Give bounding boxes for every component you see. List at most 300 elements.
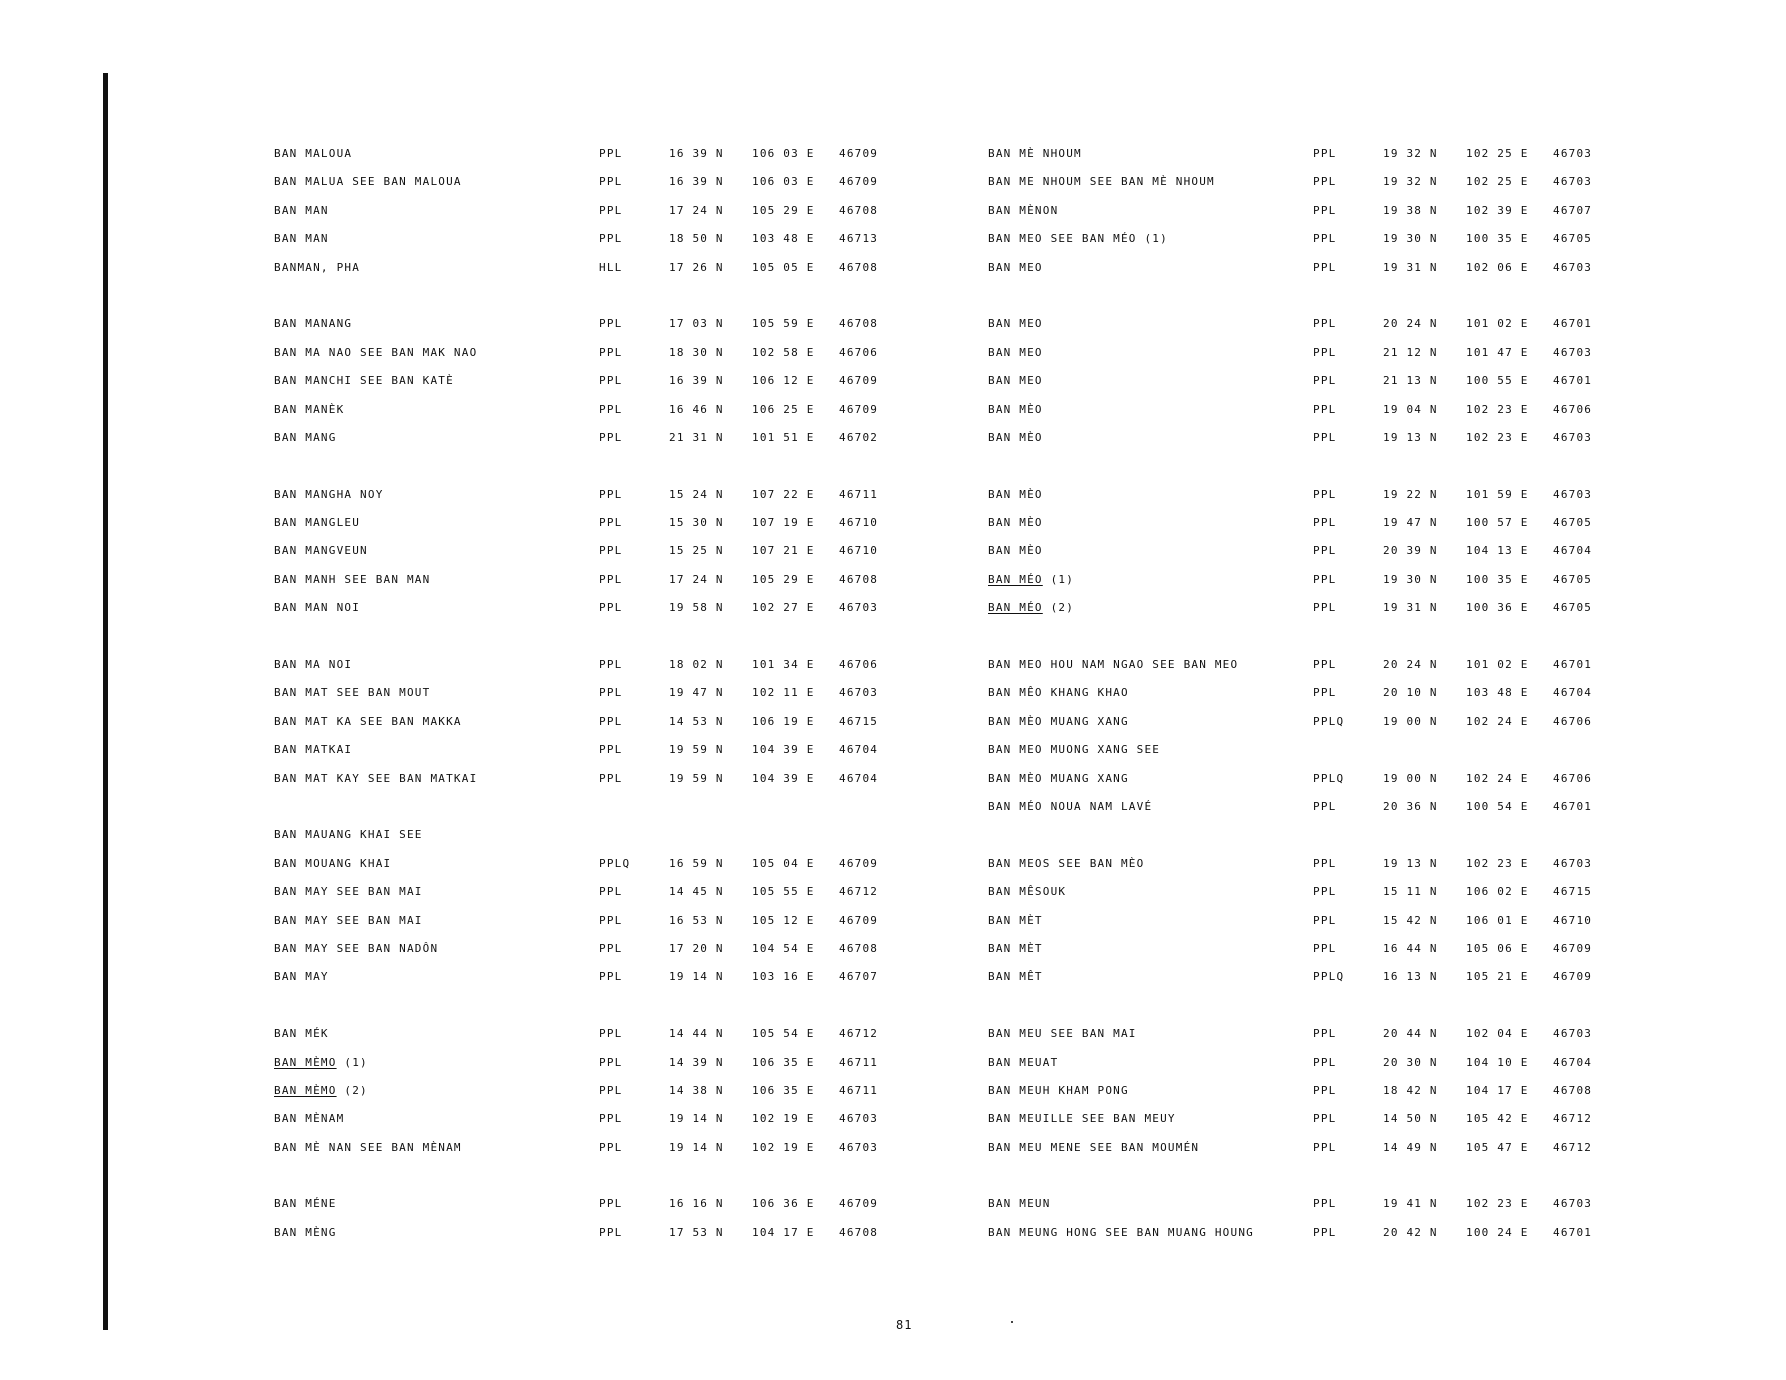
longitude: 100 36 E [1466, 601, 1529, 615]
longitude: 102 24 E [1466, 714, 1529, 728]
map-code: 46703 [1553, 175, 1593, 189]
feature-type: PPL [1313, 1027, 1337, 1041]
place-name: BAN MÈO MUANG XANG [988, 714, 1129, 728]
map-code: 46703 [1553, 430, 1593, 444]
map-code: 46701 [1553, 658, 1593, 672]
feature-type: PPL [599, 1083, 623, 1097]
place-name: BANMAN, PHA [274, 260, 361, 274]
feature-type: PPL [1313, 686, 1337, 700]
place-name: BAN MAY SEE BAN NADÔN [274, 941, 439, 955]
map-code: 46708 [839, 572, 879, 586]
place-name: BAN MAY [274, 970, 329, 984]
map-code: 46704 [839, 743, 879, 757]
feature-type: PPL [599, 516, 623, 530]
feature-type: PPL [599, 601, 623, 615]
map-code: 46705 [1553, 516, 1593, 530]
map-code: 46709 [839, 374, 879, 388]
feature-type: PPL [599, 232, 623, 246]
place-name: BAN MEUILLE SEE BAN MEUY [988, 1112, 1176, 1126]
place-name-suffix: (1) [1042, 572, 1075, 586]
map-code: 46709 [839, 856, 879, 870]
latitude: 17 03 N [669, 317, 724, 331]
longitude: 102 23 E [1466, 1197, 1529, 1211]
longitude: 104 17 E [1466, 1083, 1529, 1097]
map-code: 46710 [1553, 913, 1593, 927]
longitude: 103 48 E [1466, 686, 1529, 700]
map-code: 46701 [1553, 1225, 1593, 1239]
feature-type: PPL [599, 175, 623, 189]
map-code: 46708 [839, 203, 879, 217]
feature-type: PPL [599, 544, 623, 558]
latitude: 21 12 N [1383, 345, 1438, 359]
latitude: 16 46 N [669, 402, 724, 416]
longitude: 105 21 E [1466, 970, 1529, 984]
map-code: 46708 [839, 260, 879, 274]
place-name: BAN MÈO MUANG XANG [988, 771, 1129, 785]
feature-type: PPL [1313, 913, 1337, 927]
map-code: 46706 [839, 345, 879, 359]
place-name: BAN MÊT [988, 970, 1043, 984]
latitude: 19 13 N [1383, 430, 1438, 444]
map-code: 46703 [839, 1112, 879, 1126]
latitude: 19 31 N [1383, 260, 1438, 274]
map-code: 46711 [839, 1055, 879, 1069]
map-code: 46703 [1553, 1027, 1593, 1041]
place-name: BAN MOUANG KHAI [274, 856, 392, 870]
feature-type: PPL [1313, 1055, 1337, 1069]
map-code: 46715 [1553, 885, 1593, 899]
latitude: 15 42 N [1383, 913, 1438, 927]
place-name: BAN MEUNG HONG SEE BAN MUANG HOUNG [988, 1225, 1254, 1239]
place-name: BAN MAT KAY SEE BAN MATKAI [274, 771, 478, 785]
longitude: 106 19 E [752, 714, 815, 728]
map-code: 46704 [839, 771, 879, 785]
latitude: 19 30 N [1383, 232, 1438, 246]
place-name: BAN MATKAI [274, 743, 353, 757]
latitude: 21 13 N [1383, 374, 1438, 388]
map-code: 46703 [1553, 260, 1593, 274]
longitude: 106 03 E [752, 147, 815, 160]
longitude: 105 29 E [752, 203, 815, 217]
place-name: BAN MANG [274, 430, 337, 444]
place-name: BAN MAN [274, 232, 329, 246]
latitude: 19 30 N [1383, 572, 1438, 586]
place-name: BAN MÈNG [274, 1225, 337, 1239]
place-name: BAN MEOS SEE BAN MÈO [988, 856, 1145, 870]
latitude: 19 47 N [1383, 516, 1438, 530]
longitude: 100 35 E [1466, 232, 1529, 246]
longitude: 103 48 E [752, 232, 815, 246]
map-code: 46706 [839, 658, 879, 672]
feature-type: PPL [1313, 544, 1337, 558]
latitude: 18 30 N [669, 345, 724, 359]
map-code: 46709 [1553, 941, 1593, 955]
latitude: 17 20 N [669, 941, 724, 955]
longitude: 102 24 E [1466, 771, 1529, 785]
feature-type: PPL [599, 1112, 623, 1126]
latitude: 16 39 N [669, 374, 724, 388]
place-name: BAN MÈT [988, 941, 1043, 955]
longitude: 105 42 E [1466, 1112, 1529, 1126]
map-code: 46703 [1553, 856, 1593, 870]
map-code: 46713 [839, 232, 879, 246]
latitude: 14 44 N [669, 1027, 724, 1041]
longitude: 105 04 E [752, 856, 815, 870]
latitude: 19 32 N [1383, 147, 1438, 160]
longitude: 102 11 E [752, 686, 815, 700]
longitude: 104 17 E [752, 1225, 815, 1239]
longitude: 101 47 E [1466, 345, 1529, 359]
latitude: 16 39 N [669, 147, 724, 160]
place-name: BAN MÈO [988, 487, 1043, 501]
place-name: BAN MA NOI [274, 658, 353, 672]
map-code: 46708 [839, 1225, 879, 1239]
map-code: 46711 [839, 487, 879, 501]
latitude: 19 00 N [1383, 714, 1438, 728]
longitude: 107 22 E [752, 487, 815, 501]
longitude: 106 12 E [752, 374, 815, 388]
map-code: 46706 [1553, 402, 1593, 416]
feature-type: PPL [599, 1027, 623, 1041]
latitude: 14 39 N [669, 1055, 724, 1069]
longitude: 100 35 E [1466, 572, 1529, 586]
place-name: BAN MÈO [988, 402, 1043, 416]
map-code: 46709 [839, 913, 879, 927]
longitude: 102 27 E [752, 601, 815, 615]
map-code: 46709 [839, 1197, 879, 1211]
place-name: BAN MAN NOI [274, 601, 361, 615]
feature-type: PPL [1313, 856, 1337, 870]
longitude: 102 25 E [1466, 147, 1529, 160]
feature-type: PPL [599, 402, 623, 416]
place-name: BAN MÉNE [274, 1197, 337, 1211]
longitude: 105 12 E [752, 913, 815, 927]
longitude: 100 55 E [1466, 374, 1529, 388]
feature-type: PPL [1313, 317, 1337, 331]
map-code: 46710 [839, 516, 879, 530]
longitude: 102 39 E [1466, 203, 1529, 217]
place-name: BAN MANH SEE BAN MAN [274, 572, 431, 586]
binding-margin-bar [103, 73, 108, 1330]
place-name: BAN MEUH KHAM PONG [988, 1083, 1129, 1097]
place-name: BAN MÈO [988, 544, 1043, 558]
map-code: 46709 [839, 175, 879, 189]
place-name: BAN MÉK [274, 1027, 329, 1041]
feature-type: PPL [599, 1197, 623, 1211]
feature-type: PPL [599, 317, 623, 331]
longitude: 102 23 E [1466, 856, 1529, 870]
longitude: 106 03 E [752, 175, 815, 189]
place-name: BAN ME NHOUM SEE BAN MÈ NHOUM [988, 175, 1215, 189]
map-code: 46702 [839, 430, 879, 444]
place-name-suffix: (1) [336, 1055, 368, 1069]
feature-type: PPL [1313, 885, 1337, 899]
longitude: 105 29 E [752, 572, 815, 586]
longitude: 105 55 E [752, 885, 815, 899]
feature-type: PPL [599, 714, 623, 728]
place-name: BAN MEO HOU NAM NGAO SEE BAN MEO [988, 658, 1239, 672]
map-code: 46709 [1553, 970, 1593, 984]
map-code: 46708 [1553, 1083, 1593, 1097]
place-name [988, 601, 1074, 615]
feature-type: PPL [1313, 1197, 1337, 1211]
map-code: 46707 [839, 970, 879, 984]
longitude: 102 04 E [1466, 1027, 1529, 1041]
latitude: 19 31 N [1383, 601, 1438, 615]
latitude: 19 38 N [1383, 203, 1438, 217]
latitude: 20 39 N [1383, 544, 1438, 558]
latitude: 19 41 N [1383, 1197, 1438, 1211]
feature-type: PPL [1313, 941, 1337, 955]
longitude: 101 02 E [1466, 317, 1529, 331]
map-code: 46703 [1553, 1197, 1593, 1211]
map-code: 46704 [1553, 544, 1593, 558]
longitude: 100 54 E [1466, 799, 1529, 813]
map-code: 46712 [839, 1027, 879, 1041]
longitude: 102 19 E [752, 1112, 815, 1126]
feature-type: PPL [1313, 374, 1337, 388]
place-name-underlined: BAN MÈMO [274, 1055, 337, 1069]
latitude: 14 53 N [669, 714, 724, 728]
place-name [274, 1056, 368, 1070]
latitude: 14 50 N [1383, 1112, 1438, 1126]
feature-type: PPL [599, 147, 623, 160]
place-name: BAN MÉO NOUA NAM LAVÉ [988, 799, 1153, 813]
map-code: 46703 [1553, 345, 1593, 359]
place-name: BAN MEO [988, 345, 1043, 359]
longitude: 106 35 E [752, 1083, 815, 1097]
feature-type: PPLQ [1313, 714, 1345, 728]
place-name: BAN MANGLEU [274, 516, 361, 530]
feature-type: PPL [599, 1225, 623, 1239]
longitude: 104 39 E [752, 743, 815, 757]
feature-type: PPL [599, 1055, 623, 1069]
place-name: BAN MÈ NHOUM [988, 147, 1082, 160]
scan-speck [1011, 1321, 1013, 1323]
feature-type: PPL [1313, 345, 1337, 359]
feature-type: PPL [599, 572, 623, 586]
place-name-underlined: BAN MÈMO [274, 1083, 337, 1097]
longitude: 104 13 E [1466, 544, 1529, 558]
longitude: 101 51 E [752, 430, 815, 444]
map-code: 46709 [839, 402, 879, 416]
feature-type: PPL [599, 885, 623, 899]
latitude: 16 16 N [669, 1197, 724, 1211]
latitude: 15 30 N [669, 516, 724, 530]
latitude: 19 47 N [669, 686, 724, 700]
latitude: 19 14 N [669, 1140, 724, 1154]
latitude: 17 24 N [669, 572, 724, 586]
latitude: 20 24 N [1383, 658, 1438, 672]
longitude: 103 16 E [752, 970, 815, 984]
feature-type: PPL [1313, 658, 1337, 672]
place-name: BAN MANGVEUN [274, 544, 368, 558]
map-code: 46712 [1553, 1112, 1593, 1126]
feature-type: PPL [1313, 175, 1337, 189]
map-code: 46709 [839, 147, 879, 160]
latitude: 20 10 N [1383, 686, 1438, 700]
place-name-underlined: BAN MÉO [988, 601, 1043, 615]
longitude: 100 24 E [1466, 1225, 1529, 1239]
longitude: 105 47 E [1466, 1140, 1529, 1154]
longitude: 104 54 E [752, 941, 815, 955]
feature-type: PPLQ [1313, 970, 1345, 984]
latitude: 15 25 N [669, 544, 724, 558]
map-code: 46701 [1553, 317, 1593, 331]
map-code: 46711 [839, 1083, 879, 1097]
longitude: 101 34 E [752, 658, 815, 672]
feature-type: PPL [1313, 601, 1337, 615]
feature-type: PPL [599, 686, 623, 700]
longitude: 102 23 E [1466, 402, 1529, 416]
place-name: BAN MÊO KHANG KHAO [988, 686, 1129, 700]
latitude: 17 26 N [669, 260, 724, 274]
latitude: 19 59 N [669, 743, 724, 757]
place-name: BAN MALOUA [274, 147, 353, 160]
longitude: 102 06 E [1466, 260, 1529, 274]
longitude: 105 59 E [752, 317, 815, 331]
longitude: 101 59 E [1466, 487, 1529, 501]
map-code: 46703 [839, 686, 879, 700]
place-name: BAN MAY SEE BAN MAI [274, 913, 423, 927]
map-code: 46701 [1553, 374, 1593, 388]
longitude: 101 02 E [1466, 658, 1529, 672]
latitude: 19 58 N [669, 601, 724, 615]
latitude: 16 13 N [1383, 970, 1438, 984]
latitude: 16 53 N [669, 913, 724, 927]
place-name: BAN MA NAO SEE BAN MAK NAO [274, 345, 478, 359]
feature-type: PPL [1313, 572, 1337, 586]
place-name: BAN MANGHA NOY [274, 487, 384, 501]
latitude: 19 04 N [1383, 402, 1438, 416]
feature-type: PPL [599, 771, 623, 785]
map-code: 46705 [1553, 572, 1593, 586]
feature-type: PPL [1313, 516, 1337, 530]
latitude: 19 13 N [1383, 856, 1438, 870]
latitude: 20 42 N [1383, 1225, 1438, 1239]
place-name-underlined: BAN MÉO [988, 572, 1043, 586]
longitude: 106 01 E [1466, 913, 1529, 927]
latitude: 16 39 N [669, 175, 724, 189]
latitude: 19 00 N [1383, 771, 1438, 785]
feature-type: PPL [1313, 147, 1337, 160]
latitude: 16 59 N [669, 856, 724, 870]
map-code: 46705 [1553, 601, 1593, 615]
place-name: BAN MEUN [988, 1197, 1051, 1211]
map-code: 46708 [839, 317, 879, 331]
map-code: 46703 [1553, 147, 1593, 160]
place-name: BAN MAUANG KHAI SEE [274, 828, 423, 842]
latitude: 14 45 N [669, 885, 724, 899]
place-name: BAN MÈ NAN SEE BAN MÈNAM [274, 1140, 462, 1154]
feature-type: PPL [1313, 1112, 1337, 1126]
map-code: 46703 [839, 1140, 879, 1154]
map-code: 46701 [1553, 799, 1593, 813]
place-name: BAN MEO [988, 317, 1043, 331]
map-code: 46712 [1553, 1140, 1593, 1154]
latitude: 14 38 N [669, 1083, 724, 1097]
map-code: 46707 [1553, 203, 1593, 217]
longitude: 105 06 E [1466, 941, 1529, 955]
place-name: BAN MEO SEE BAN MÉO (1) [988, 232, 1168, 246]
place-name: BAN MEU SEE BAN MAI [988, 1027, 1137, 1041]
place-name [274, 1084, 368, 1098]
longitude: 102 23 E [1466, 430, 1529, 444]
feature-type: PPL [1313, 487, 1337, 501]
feature-type: PPL [599, 743, 623, 757]
place-name: BAN MÈNON [988, 203, 1059, 217]
longitude: 105 54 E [752, 1027, 815, 1041]
place-name: BAN MÈT [988, 913, 1043, 927]
latitude: 19 22 N [1383, 487, 1438, 501]
feature-type: PPL [1313, 260, 1337, 274]
page-number: 81 [896, 1318, 913, 1332]
latitude: 18 50 N [669, 232, 724, 246]
feature-type: PPL [599, 345, 623, 359]
feature-type: PPL [1313, 430, 1337, 444]
feature-type: PPL [599, 941, 623, 955]
map-code: 46703 [839, 601, 879, 615]
latitude: 16 44 N [1383, 941, 1438, 955]
map-code: 46703 [1553, 487, 1593, 501]
map-code: 46704 [1553, 1055, 1593, 1069]
feature-type: PPLQ [599, 856, 631, 870]
longitude: 106 35 E [752, 1055, 815, 1069]
feature-type: PPL [599, 203, 623, 217]
latitude: 20 36 N [1383, 799, 1438, 813]
place-name: BAN MEUAT [988, 1055, 1059, 1069]
map-code: 46706 [1553, 771, 1593, 785]
place-name: BAN MEU MENE SEE BAN MOUMÉN [988, 1140, 1200, 1154]
feature-type: PPLQ [1313, 771, 1345, 785]
place-name: BAN MALUA SEE BAN MALOUA [274, 175, 462, 189]
longitude: 102 19 E [752, 1140, 815, 1154]
feature-type: PPL [599, 374, 623, 388]
feature-type: PPL [599, 913, 623, 927]
place-name-suffix: (2) [336, 1083, 368, 1097]
longitude: 104 10 E [1466, 1055, 1529, 1069]
longitude: 105 05 E [752, 260, 815, 274]
longitude: 107 19 E [752, 516, 815, 530]
place-name: BAN MAN [274, 203, 329, 217]
longitude: 100 57 E [1466, 516, 1529, 530]
latitude: 18 42 N [1383, 1083, 1438, 1097]
place-name [988, 573, 1074, 587]
longitude: 106 36 E [752, 1197, 815, 1211]
latitude: 19 14 N [669, 970, 724, 984]
latitude: 18 02 N [669, 658, 724, 672]
map-code: 46704 [1553, 686, 1593, 700]
longitude: 102 58 E [752, 345, 815, 359]
place-name: BAN MÈO [988, 516, 1043, 530]
latitude: 17 53 N [669, 1225, 724, 1239]
place-name: BAN MEO [988, 260, 1043, 274]
map-code: 46706 [1553, 714, 1593, 728]
latitude: 20 24 N [1383, 317, 1438, 331]
longitude: 102 25 E [1466, 175, 1529, 189]
feature-type: PPL [599, 658, 623, 672]
feature-type: PPL [599, 487, 623, 501]
map-code: 46705 [1553, 232, 1593, 246]
longitude: 104 39 E [752, 771, 815, 785]
latitude: 17 24 N [669, 203, 724, 217]
feature-type: PPL [1313, 799, 1337, 813]
latitude: 20 44 N [1383, 1027, 1438, 1041]
place-name-suffix: (2) [1042, 601, 1075, 615]
place-name: BAN MAT SEE BAN MOUT [274, 686, 431, 700]
place-name: BAN MANÈK [274, 402, 345, 416]
latitude: 20 30 N [1383, 1055, 1438, 1069]
